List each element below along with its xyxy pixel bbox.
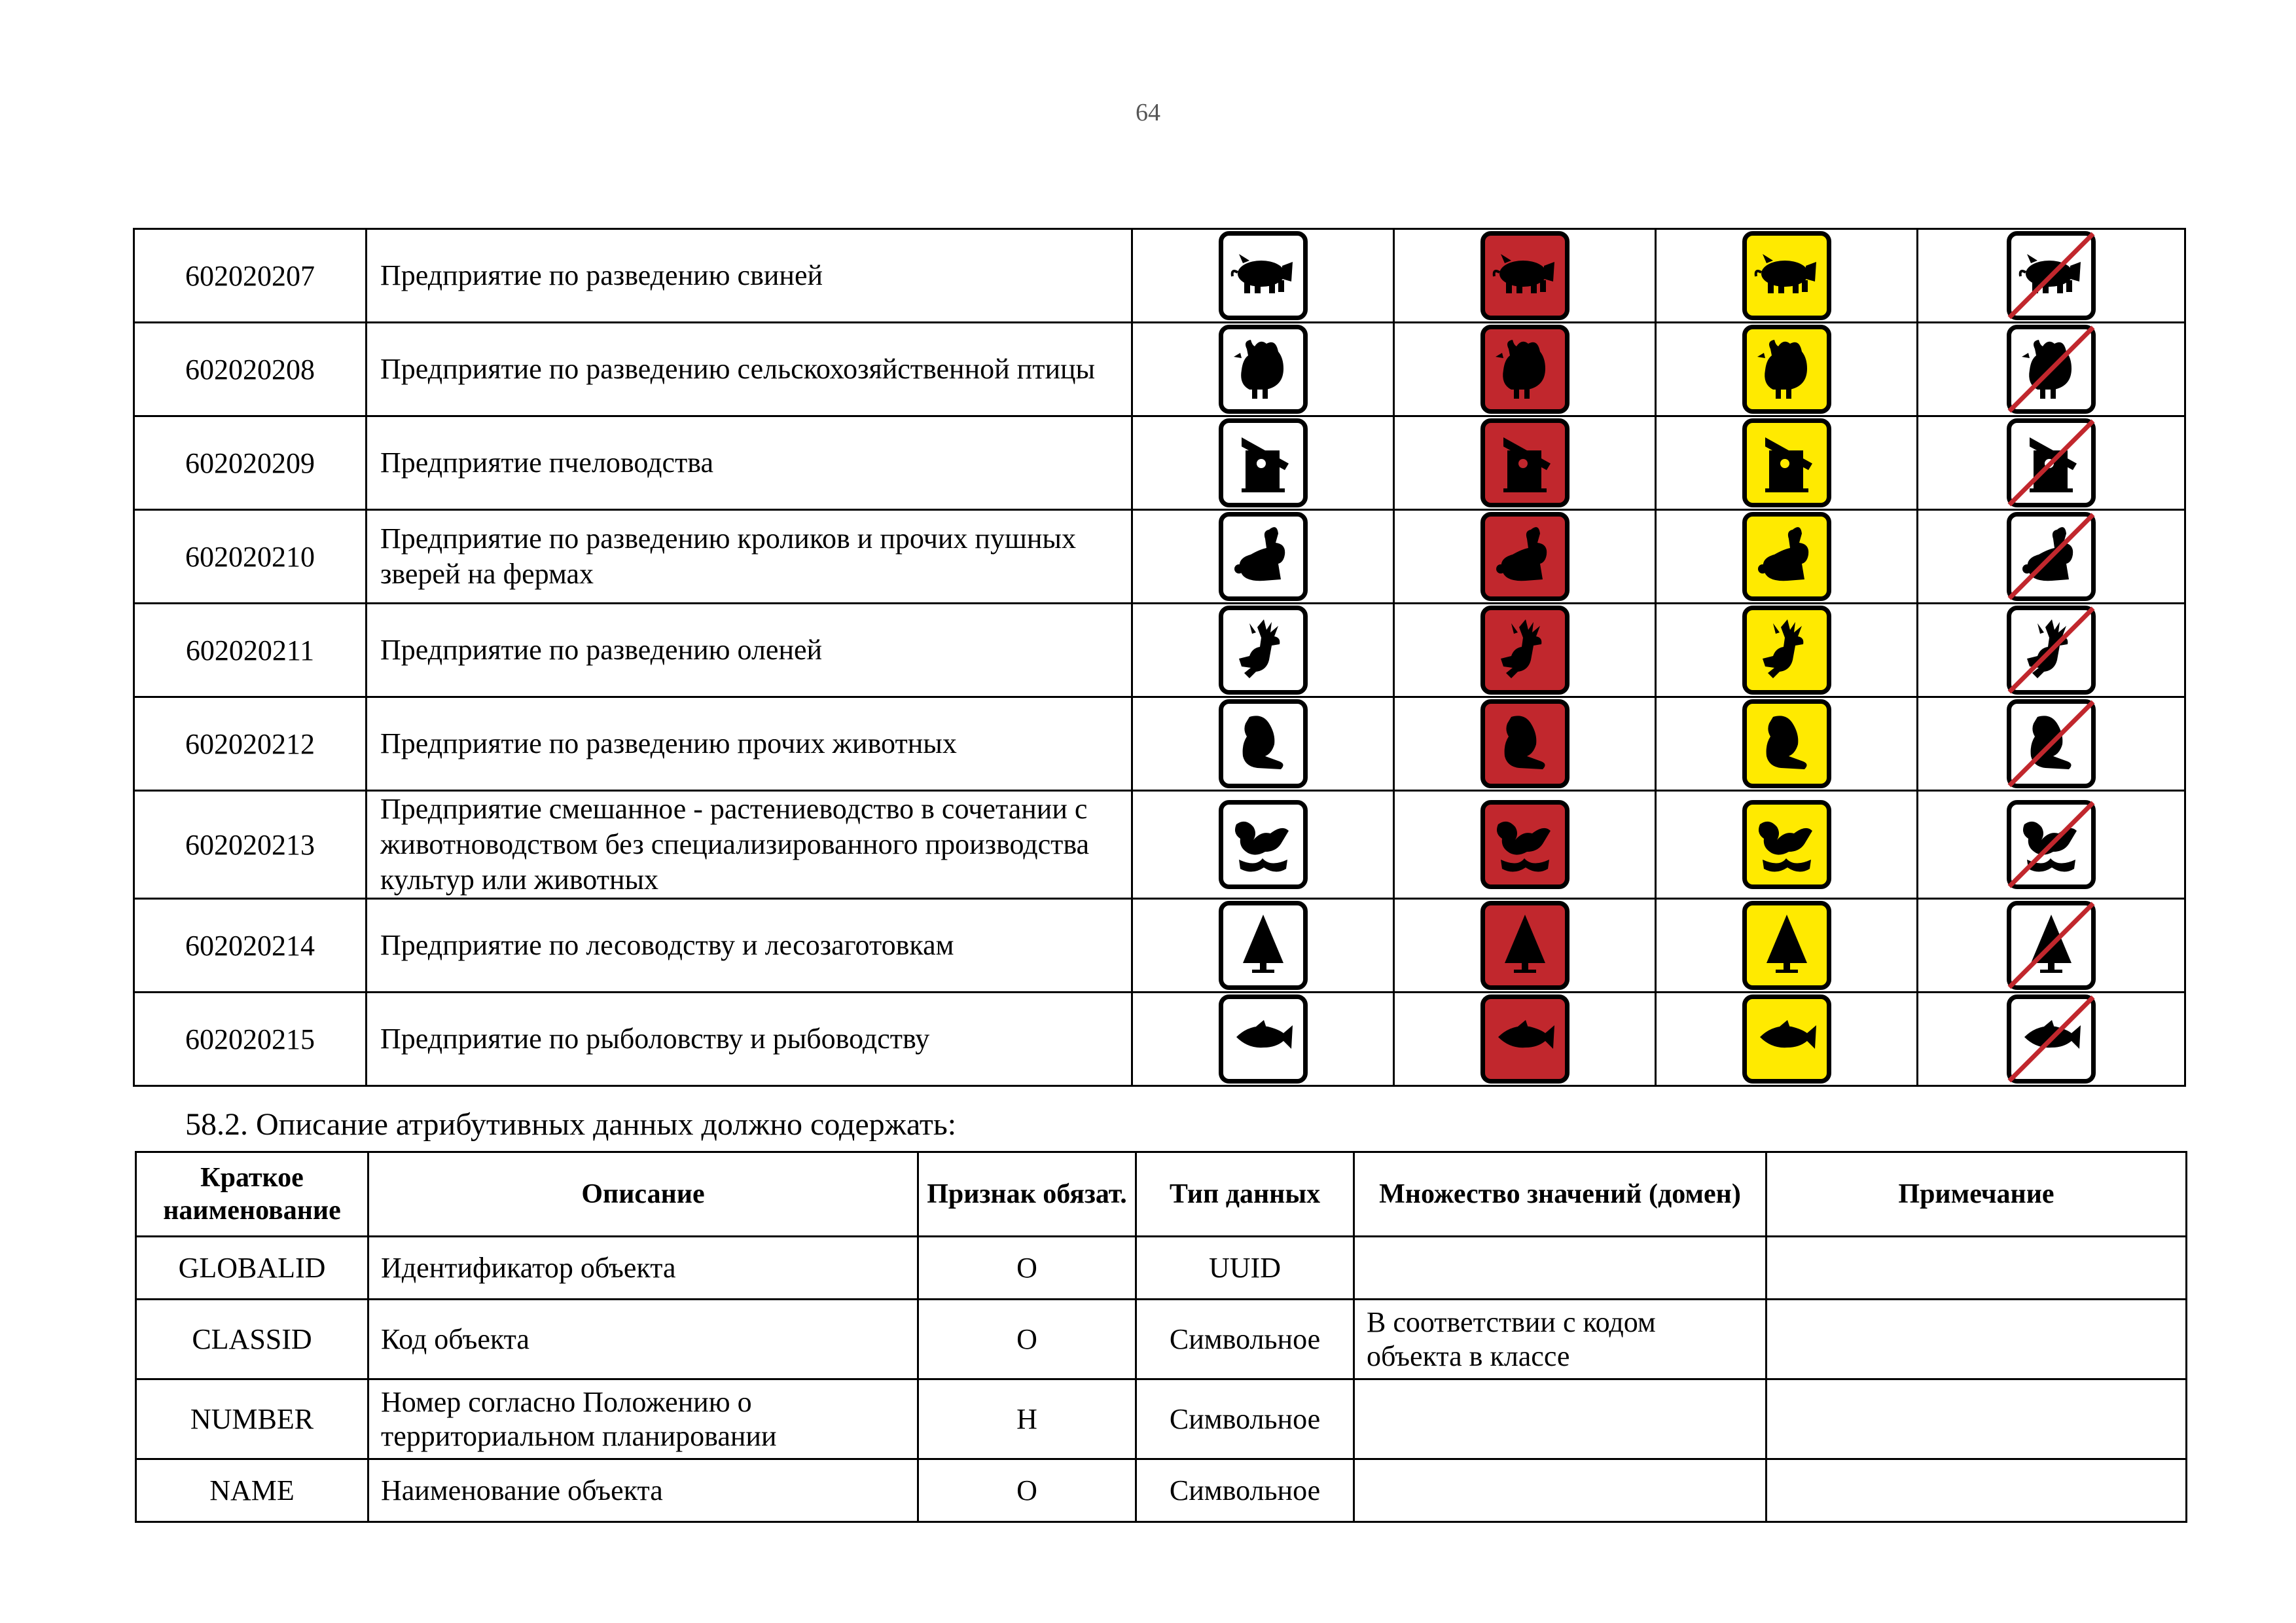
beaver-icon (1219, 699, 1308, 788)
tree-icon (2007, 901, 2096, 990)
header-data-type: Тип данных (1136, 1152, 1354, 1237)
icon-cell-existing (1132, 791, 1394, 899)
attribute-table-row (136, 1379, 2187, 1459)
liquidated-cross-icon (2007, 231, 2096, 320)
icon-cell-reconstructed (1656, 416, 1918, 510)
icon-cell-liquidated (1918, 899, 2185, 993)
rabbit-icon (1742, 512, 1831, 601)
liquidated-cross-icon (2007, 606, 2096, 695)
icon-table-row (134, 899, 2185, 993)
attribute-short-name: CLASSID (136, 1300, 368, 1379)
attribute-data-type: Символьное (1136, 1459, 1354, 1522)
page-number: 64 (1136, 99, 1160, 126)
deer-icon (2007, 606, 2096, 695)
object-description: Предприятие по рыболовству и рыбоводству (367, 993, 1132, 1086)
attribute-required: О (918, 1300, 1136, 1379)
pig-icon (1480, 231, 1570, 320)
attribute-data-type: Символьное (1136, 1379, 1354, 1459)
attribute-required: О (918, 1237, 1136, 1300)
mixed-farming-icon (1219, 800, 1308, 889)
attribute-domain (1354, 1237, 1767, 1300)
icon-cell-liquidated (1918, 229, 2185, 323)
icon-table-row (134, 323, 2185, 416)
section-heading: 58.2. Описание атрибутивных данных должно содержать: (185, 1107, 957, 1142)
liquidated-cross-icon (2007, 325, 2096, 414)
attribute-table-row (136, 1237, 2187, 1300)
icon-cell-reconstructed (1656, 229, 1918, 323)
icon-cell-liquidated (1918, 993, 2185, 1086)
header-short-name: Краткое наименование (136, 1152, 368, 1237)
rabbit-icon (1480, 512, 1570, 601)
beehive-icon (1742, 418, 1831, 507)
tree-icon (1742, 901, 1831, 990)
attribute-short-name: NUMBER (136, 1379, 368, 1459)
icon-cell-existing (1132, 416, 1394, 510)
beehive-icon (1219, 418, 1308, 507)
object-description: Предприятие по разведению прочих животных (367, 697, 1132, 791)
icon-cell-reconstructed (1656, 697, 1918, 791)
icon-cell-reconstructed (1656, 510, 1918, 604)
rabbit-icon (2007, 512, 2096, 601)
deer-icon (1219, 606, 1308, 695)
attribute-domain (1354, 1459, 1767, 1522)
icon-cell-planned (1394, 791, 1656, 899)
icon-cell-existing (1132, 697, 1394, 791)
icon-table-row (134, 993, 2185, 1086)
header-required: Признак обязат. (918, 1152, 1136, 1237)
liquidated-cross-icon (2007, 512, 2096, 601)
header-description: Описание (368, 1152, 918, 1237)
attribute-domain: В соответствии с кодом объекта в классе (1354, 1300, 1767, 1379)
icon-cell-reconstructed (1656, 323, 1918, 416)
pig-icon (1219, 231, 1308, 320)
attribute-description: Номер согласно Положению о территориальном планировании (368, 1379, 918, 1459)
attribute-table-row (136, 1459, 2187, 1522)
tree-icon (1219, 901, 1308, 990)
attribute-short-name: GLOBALID (136, 1237, 368, 1300)
fish-icon (1742, 994, 1831, 1084)
object-description: Предприятие по разведению кроликов и прочих пушных зверей на фермах (367, 510, 1132, 604)
attribute-note (1767, 1379, 2187, 1459)
pig-icon (1742, 231, 1831, 320)
attribute-table-row (136, 1300, 2187, 1379)
icon-cell-reconstructed (1656, 791, 1918, 899)
icon-cell-liquidated (1918, 791, 2185, 899)
icon-cell-existing (1132, 993, 1394, 1086)
beaver-icon (1480, 699, 1570, 788)
icon-cell-planned (1394, 697, 1656, 791)
object-description: Предприятие пчеловодства (367, 416, 1132, 510)
icon-cell-planned (1394, 416, 1656, 510)
rooster-icon (1742, 325, 1831, 414)
attribute-short-name: NAME (136, 1459, 368, 1522)
icon-table-row (134, 604, 2185, 697)
pig-icon (2007, 231, 2096, 320)
mixed-farming-icon (1742, 800, 1831, 889)
object-code: 602020215 (134, 993, 367, 1086)
icon-cell-existing (1132, 899, 1394, 993)
liquidated-cross-icon (2007, 800, 2096, 889)
fish-icon (1480, 994, 1570, 1084)
icon-table-row (134, 416, 2185, 510)
icon-cell-planned (1394, 993, 1656, 1086)
header-note: Примечание (1767, 1152, 2187, 1237)
object-code: 602020207 (134, 229, 367, 323)
mixed-farming-icon (2007, 800, 2096, 889)
icon-table-row (134, 791, 2185, 899)
rooster-icon (2007, 325, 2096, 414)
object-code: 602020214 (134, 899, 367, 993)
liquidated-cross-icon (2007, 901, 2096, 990)
icon-cell-planned (1394, 323, 1656, 416)
attribute-data-type: UUID (1136, 1237, 1354, 1300)
attribute-data-type: Символьное (1136, 1300, 1354, 1379)
attribute-description: Идентификатор объекта (368, 1237, 918, 1300)
attribute-note (1767, 1300, 2187, 1379)
icon-cell-planned (1394, 510, 1656, 604)
icon-table-row (134, 229, 2185, 323)
attribute-description: Наименование объекта (368, 1459, 918, 1522)
mixed-farming-icon (1480, 800, 1570, 889)
object-code: 602020209 (134, 416, 367, 510)
deer-icon (1480, 606, 1570, 695)
icon-table (133, 228, 2186, 1087)
beaver-icon (2007, 699, 2096, 788)
icon-cell-liquidated (1918, 323, 2185, 416)
icon-table-row (134, 510, 2185, 604)
icon-cell-liquidated (1918, 697, 2185, 791)
beehive-icon (2007, 418, 2096, 507)
icon-cell-liquidated (1918, 604, 2185, 697)
attribute-note (1767, 1459, 2187, 1522)
icon-cell-reconstructed (1656, 604, 1918, 697)
object-description: Предприятие смешанное - растениеводство в сочетании с животноводством без специализированного производства культур или животных (367, 791, 1132, 899)
beaver-icon (1742, 699, 1831, 788)
icon-cell-planned (1394, 604, 1656, 697)
rooster-icon (1219, 325, 1308, 414)
rabbit-icon (1219, 512, 1308, 601)
attribute-note (1767, 1237, 2187, 1300)
fish-icon (2007, 994, 2096, 1084)
object-code: 602020210 (134, 510, 367, 604)
object-code: 602020211 (134, 604, 367, 697)
icon-cell-existing (1132, 604, 1394, 697)
attribute-required: Н (918, 1379, 1136, 1459)
object-description: Предприятие по разведению сельскохозяйственной птицы (367, 323, 1132, 416)
icon-cell-existing (1132, 229, 1394, 323)
object-code: 602020208 (134, 323, 367, 416)
deer-icon (1742, 606, 1831, 695)
icon-cell-reconstructed (1656, 993, 1918, 1086)
icon-cell-planned (1394, 229, 1656, 323)
beehive-icon (1480, 418, 1570, 507)
object-description: Предприятие по разведению оленей (367, 604, 1132, 697)
icon-cell-liquidated (1918, 416, 2185, 510)
rooster-icon (1480, 325, 1570, 414)
tree-icon (1480, 901, 1570, 990)
attribute-table (135, 1151, 2187, 1523)
object-description: Предприятие по разведению свиней (367, 229, 1132, 323)
icon-table-row (134, 697, 2185, 791)
object-description: Предприятие по лесоводству и лесозаготовкам (367, 899, 1132, 993)
header-domain: Множество значений (домен) (1354, 1152, 1767, 1237)
object-code: 602020213 (134, 791, 367, 899)
icon-cell-planned (1394, 899, 1656, 993)
object-code: 602020212 (134, 697, 367, 791)
fish-icon (1219, 994, 1308, 1084)
icon-cell-existing (1132, 323, 1394, 416)
attribute-required: О (918, 1459, 1136, 1522)
icon-cell-reconstructed (1656, 899, 1918, 993)
liquidated-cross-icon (2007, 994, 2096, 1084)
liquidated-cross-icon (2007, 699, 2096, 788)
icon-cell-existing (1132, 510, 1394, 604)
liquidated-cross-icon (2007, 418, 2096, 507)
attribute-domain (1354, 1379, 1767, 1459)
attribute-description: Код объекта (368, 1300, 918, 1379)
icon-cell-liquidated (1918, 510, 2185, 604)
attribute-table-header-row (136, 1152, 2187, 1237)
